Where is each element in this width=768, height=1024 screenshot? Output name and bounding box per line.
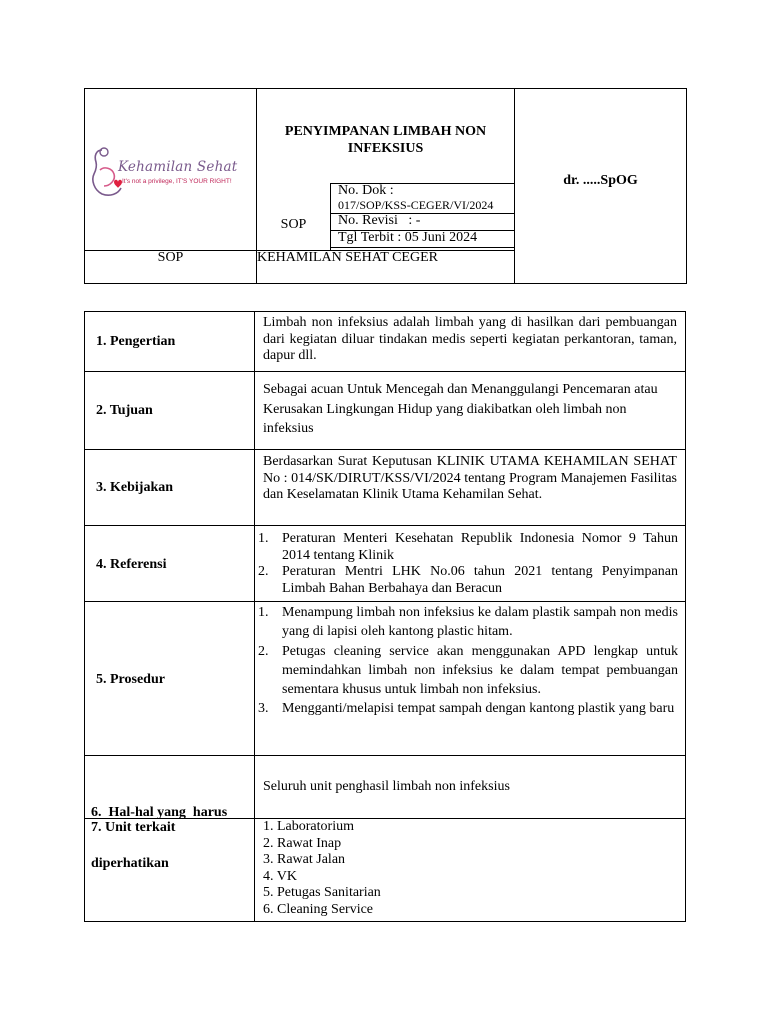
doctor-name: dr. .....SpOG: [563, 173, 638, 188]
list-item: 6. Cleaning Service: [263, 901, 374, 917]
list-item: 3. Rawat Jalan: [263, 852, 346, 868]
document-title: PENYIMPANAN LIMBAH NON INFEKSIUS: [284, 124, 487, 156]
clinic-logo: [88, 140, 254, 200]
list-item: 1. Menampung limbah non infeksius ke dalam plastik sampah non medis yang di lapisi oleh kantong plastic hitam.: [258, 605, 678, 640]
footer-sop-label: SOP: [157, 250, 184, 265]
list-item: 2. Petugas cleaning service akan menggunakan APD lengkap untuk memindahkan limbah non infeksius ke dalam tempat pembuangan sementara khusus untuk limbah non infeksius.: [258, 643, 678, 698]
referensi-list: [258, 531, 678, 597]
section-label-kebijakan: 3. Kebijakan: [96, 480, 174, 495]
logo-wordmark: Kehamilan Sehat: [118, 159, 238, 175]
section-label-prosedur: 5. Prosedur: [96, 672, 165, 687]
list-item: 1. Peraturan Menteri Kesehatan Republik Indonesia Nomor 9 Tahun 2014 tentang Klinik: [258, 531, 678, 563]
section-label-unit-terkait: 7. Unit terkait: [91, 820, 176, 835]
no-revisi: No. Revisi : -: [338, 213, 421, 228]
logo-tagline: It's not a privilege, IT'S YOUR RIGHT!: [122, 178, 232, 185]
list-item: 5. Petugas Sanitarian: [263, 885, 381, 901]
section-text-kebijakan: Berdasarkan Surat Keputusan KLINIK UTAMA KEHAMILAN SEHAT No : 014/SK/DIRUT/KSS/VI/2024 tentang Program Manajemen Fasilitas dan Keselamatan Klinik Utama Kehamilan Sehat.: [263, 454, 677, 503]
list-item: 1. Laboratorium: [263, 819, 354, 834]
section-text-hal-hal: Seluruh unit penghasil limbah non infeksius: [263, 779, 510, 794]
list-item: 2. Rawat Inap: [263, 835, 342, 851]
clinic-name: KEHAMILAN SEHAT CEGER: [257, 250, 438, 265]
list-item: 2. Peraturan Mentri LHK No.06 tahun 2021 tentang Penyimpanan Limbah Bahan Berbahaya dan Beracun: [258, 564, 678, 596]
sop-label: SOP: [280, 217, 307, 232]
list-item: 4. VK: [263, 868, 297, 884]
section-text-tujuan: Sebagai acuan Untuk Mencegah dan Menanggulangi Pencemaran atau Kerusakan Lingkungan Hidup yang diakibatkan oleh limbah non infeksius: [263, 382, 658, 436]
section-label-hal-hal: 6. Hal-hal yang harus diperhatikan: [91, 805, 228, 871]
section-text-pengertian: Limbah non infeksius adalah limbah yang di hasilkan dari pembuangan dari kegiatan diluar tindakan medis seperti kegiatan perkantoran, taman, dapur dll.: [263, 315, 677, 364]
prosedur-list: [258, 603, 678, 719]
section-label-tujuan: 2. Tujuan: [96, 403, 153, 418]
section-label-pengertian: 1. Pengertian: [96, 334, 176, 349]
no-dok-value: 017/SOP/KSS-CEGER/VI/2024: [338, 198, 494, 212]
unit-terkait-list: [263, 819, 381, 919]
list-item: 3. Mengganti/melapisi tempat sampah dengan kantong plastik yang baru: [258, 701, 675, 717]
section-label-referensi: 4. Referensi: [96, 557, 167, 572]
no-dok-label: No. Dok :: [338, 183, 394, 198]
tgl-terbit: Tgl Terbit : 05 Juni 2024: [338, 230, 478, 245]
